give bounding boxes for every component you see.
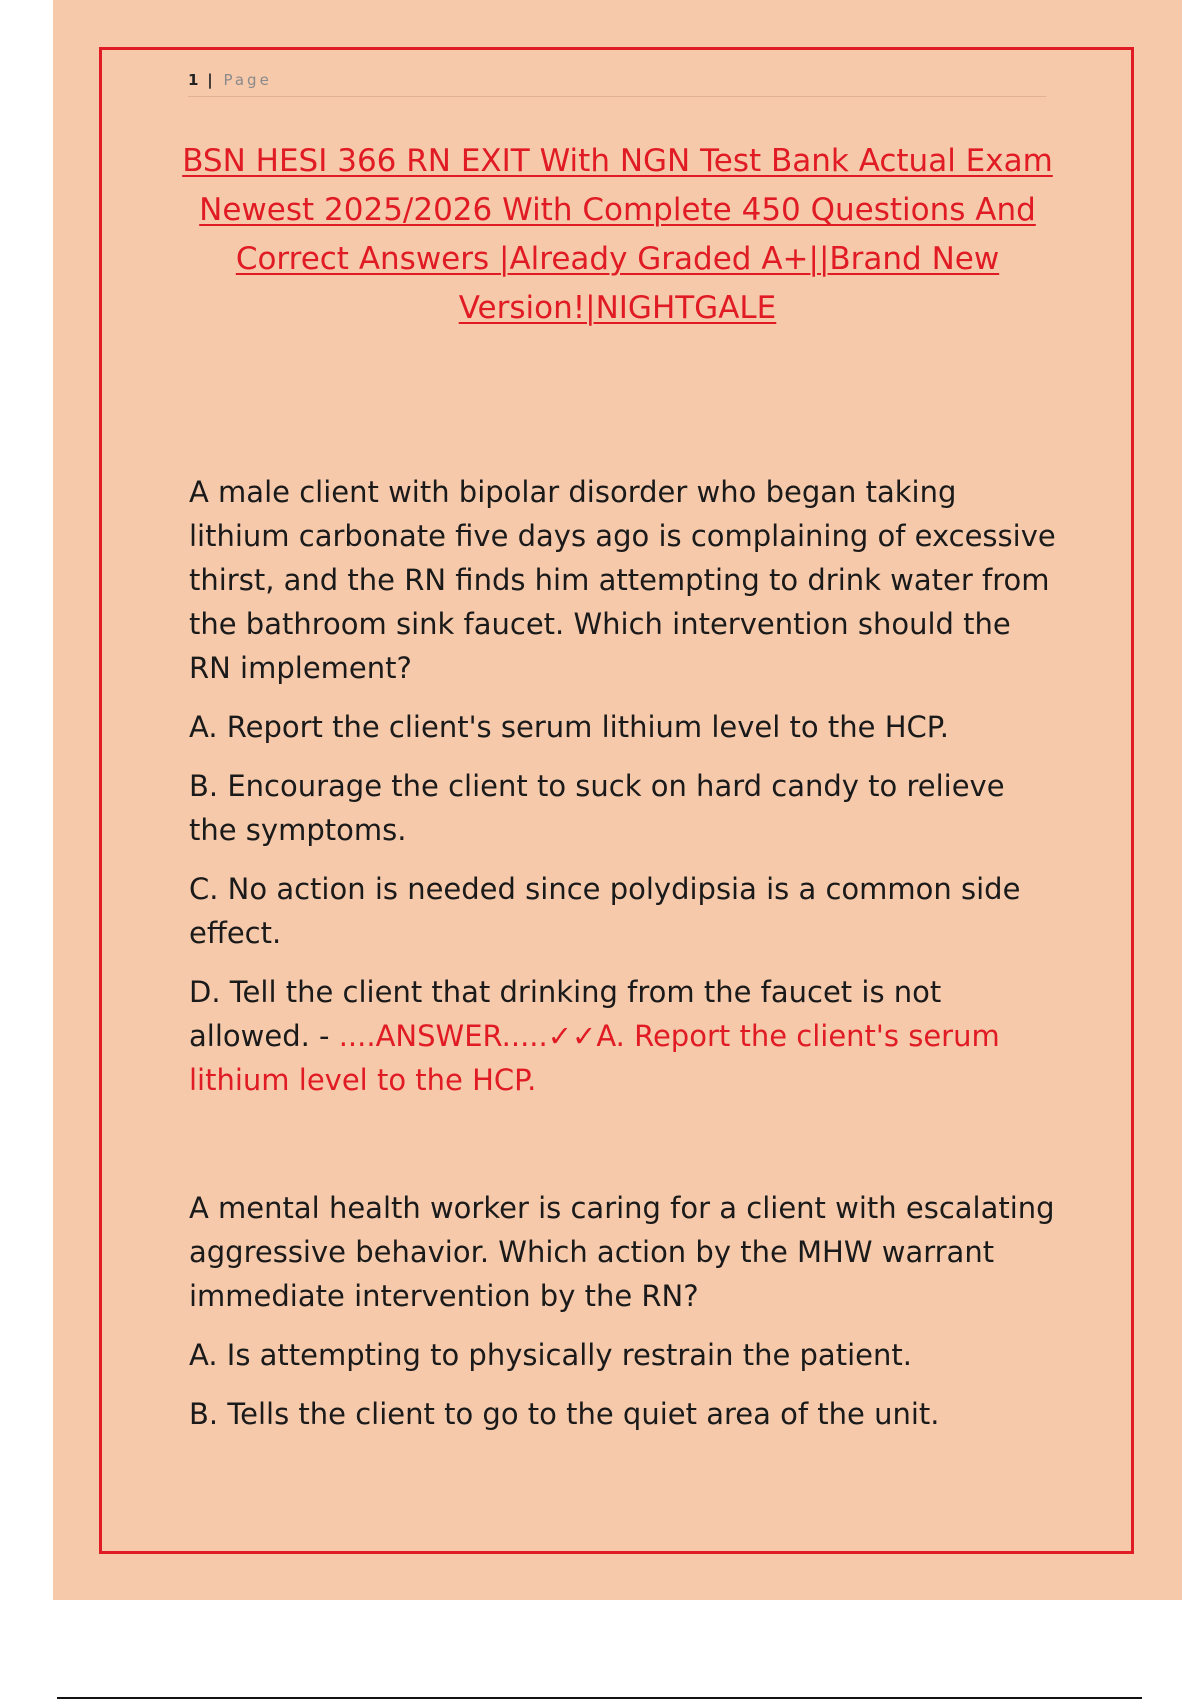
question-stem: A male client with bipolar disorder who began taking lithium carbonate five days ago is complaining of excessive thirst, and the RN finds him attempting to drink water from the bathroom sink faucet. Which intervention should the RN implement? [189, 475, 1056, 685]
option-a: A. Report the client's serum lithium level to the HCP. [189, 710, 949, 744]
page-label: Page [223, 71, 272, 89]
question-block-1 [189, 470, 1059, 1102]
question-block-2 [189, 1186, 1059, 1436]
page-header [188, 68, 1046, 97]
page-number: 1 [188, 71, 200, 89]
option-d: D. Tell the client that drinking from the faucet is not allowed. - [189, 975, 942, 1053]
option-a: A. Is attempting to physically restrain the patient. [189, 1338, 912, 1372]
option-b: B. Encourage the client to suck on hard candy to relieve the symptoms. [189, 769, 1005, 847]
option-d-with-answer [189, 970, 1059, 1102]
option-c: C. No action is needed since polydipsia is a common side effect. [189, 872, 1021, 950]
option-b: B. Tells the client to go to the quiet area of the unit. [189, 1397, 940, 1431]
header-separator: | [207, 71, 216, 89]
question-stem: A mental health worker is caring for a client with escalating aggressive behavior. Which action by the MHW warrant immediate intervention by the RN? [189, 1191, 1055, 1313]
answer-text: ....ANSWER.....✓✓A. Report the client's serum lithium level to the HCP. [189, 1019, 1000, 1097]
footer-divider [57, 1697, 1142, 1699]
document-title: BSN HESI 366 RN EXIT With NGN Test Bank Actual Exam Newest 2025/2026 With Complete 450 Questions And Correct Answers |Already Graded A+||Brand New Version!|NIGHTGALE [182, 143, 1053, 326]
